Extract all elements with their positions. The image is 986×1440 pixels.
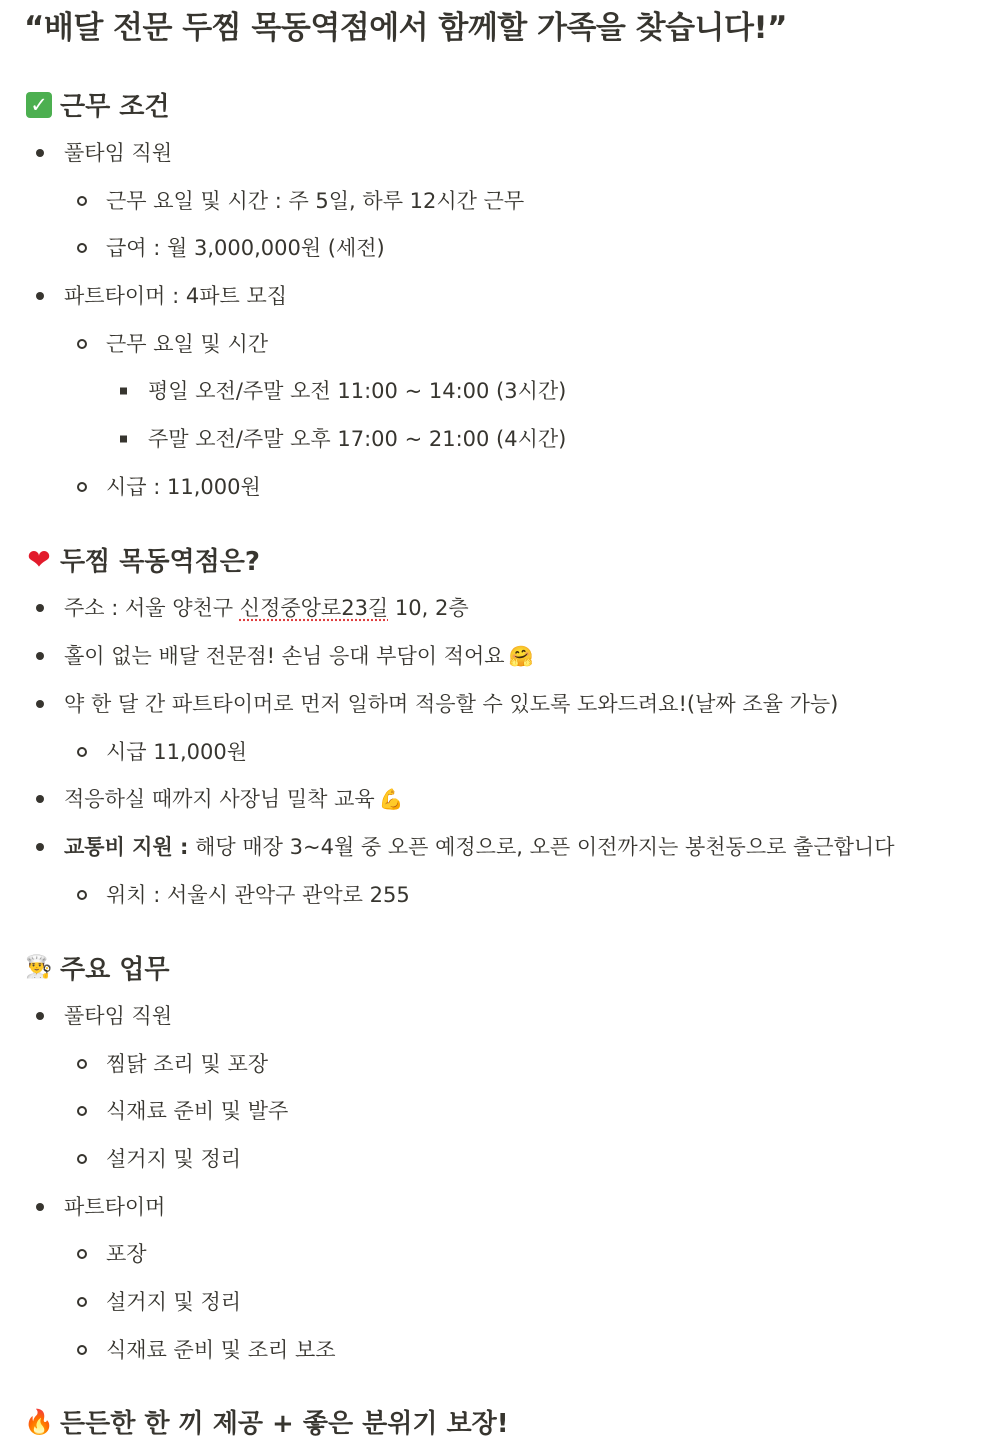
list-item — [64, 594, 469, 622]
list-item-text: 평일 오전/주말 오전 11:00 ~ 14:00 (3시간) — [148, 379, 567, 403]
list-item-text: 파트타이머 — [64, 1195, 166, 1219]
list-item — [64, 139, 172, 167]
section-heading-meals-atmosphere — [24, 1403, 509, 1440]
list-item — [106, 473, 261, 501]
list-item-text: 풀타임 직원 — [64, 141, 173, 165]
list-item-text: 찜닭 조리 및 포장 — [106, 1052, 269, 1076]
bullet-circle — [77, 339, 87, 349]
bullet-circle — [77, 196, 87, 206]
bullet-circle — [77, 1059, 87, 1069]
heading-text: 근무 조건 — [60, 92, 170, 122]
list-item — [64, 282, 287, 310]
section-heading-work-conditions — [24, 86, 170, 123]
list-item-text: 근무 요일 및 시간 : 주 5일, 하루 12시간 근무 — [106, 189, 525, 213]
bullet-disc — [36, 843, 44, 851]
bullet-square — [120, 436, 127, 443]
list-item-text: 설거지 및 정리 — [106, 1147, 242, 1171]
list-item — [106, 330, 268, 358]
list-item-text: 해당 매장 3~4월 중 오픈 예정으로, 오픈 이전까지는 봉천동으로 출근합니다 — [188, 835, 895, 859]
section-heading-store-info — [24, 541, 260, 578]
list-item — [106, 234, 385, 262]
list-item-text: 주소 : 서울 양천구 — [64, 596, 240, 620]
red-heart-icon: ❤ — [27, 543, 51, 576]
list-item — [64, 690, 838, 718]
flexed-biceps-icon: 💪 — [378, 787, 404, 811]
bullet-disc — [36, 292, 44, 300]
list-item — [106, 1288, 241, 1316]
bullet-disc — [36, 1012, 44, 1020]
list-item — [64, 833, 895, 861]
fire-icon: 🔥 — [24, 1407, 54, 1436]
spellcheck-underlined-text: 신정중앙로23길 — [239, 596, 389, 620]
list-item — [106, 1050, 268, 1078]
list-item-text: 근무 요일 및 시간 — [106, 332, 269, 356]
bullet-circle — [77, 1249, 87, 1259]
list-item-text: 급여 : 월 3,000,000원 (세전) — [106, 236, 385, 260]
bullet-circle — [77, 1297, 87, 1307]
list-item — [64, 785, 404, 813]
bullet-disc — [36, 604, 44, 612]
list-item — [148, 425, 566, 453]
list-item-bold-text: 교통비 지원 : — [64, 835, 189, 859]
list-item — [106, 1240, 147, 1268]
list-item-text: 약 한 달 간 파트타이머로 먼저 일하며 적응할 수 있도록 도와드려요!(날짜 조율 가능) — [64, 692, 839, 716]
bullet-circle — [77, 243, 87, 253]
list-item — [106, 1336, 336, 1364]
bullet-disc — [36, 795, 44, 803]
list-item-text: 식재료 준비 및 발주 — [106, 1099, 289, 1123]
list-item-text: 식재료 준비 및 조리 보조 — [106, 1338, 336, 1362]
bullet-circle — [77, 1154, 87, 1164]
list-item — [64, 642, 533, 670]
list-item-text: 시급 11,000원 — [106, 740, 248, 764]
bullet-square — [120, 388, 127, 395]
list-item-text: 주말 오전/주말 오후 17:00 ~ 21:00 (4시간) — [148, 427, 567, 451]
list-item — [106, 881, 410, 909]
list-item-text: 홀이 없는 배달 전문점! 손님 응대 부담이 적어요 — [64, 644, 505, 668]
bullet-disc — [36, 700, 44, 708]
list-item — [106, 1097, 288, 1125]
list-item-text: 파트타이머 : 4파트 모집 — [64, 284, 288, 308]
list-item — [106, 1145, 241, 1173]
list-item — [106, 187, 524, 215]
bullet-disc — [36, 149, 44, 157]
bullet-circle — [77, 747, 87, 757]
bullet-disc — [36, 1203, 44, 1211]
list-item-text: 10, 2층 — [388, 596, 469, 620]
list-item — [106, 738, 247, 766]
heading-text: 두찜 목동역점은? — [60, 547, 260, 577]
cook-icon: 👨‍🍳 — [25, 955, 53, 980]
bullet-circle — [77, 1345, 87, 1355]
list-item-text: 적응하실 때까지 사장님 밀착 교육 — [64, 787, 375, 811]
list-item-text: 시급 : 11,000원 — [106, 475, 261, 499]
hugging-face-icon: 🤗 — [508, 644, 534, 668]
bullet-circle — [77, 1106, 87, 1116]
list-item — [64, 1193, 165, 1221]
list-item — [148, 377, 566, 405]
list-item — [64, 1002, 172, 1030]
list-item-text: 포장 — [106, 1242, 147, 1266]
check-mark-icon: ✓ — [24, 90, 54, 120]
list-item-text: 위치 : 서울시 관악구 관악로 255 — [106, 883, 410, 907]
bullet-disc — [36, 652, 44, 660]
page-title: “배달 전문 두찜 목동역점에서 함께할 가족을 찾습니다!” — [24, 10, 787, 46]
bullet-circle — [77, 890, 87, 900]
heading-text: 든든한 한 끼 제공 + 좋은 분위기 보장! — [60, 1409, 509, 1439]
list-item-text: 풀타임 직원 — [64, 1004, 173, 1028]
bullet-circle — [77, 482, 87, 492]
heading-text: 주요 업무 — [60, 955, 170, 985]
list-item-text: 설거지 및 정리 — [106, 1290, 242, 1314]
section-heading-main-tasks — [24, 949, 170, 986]
